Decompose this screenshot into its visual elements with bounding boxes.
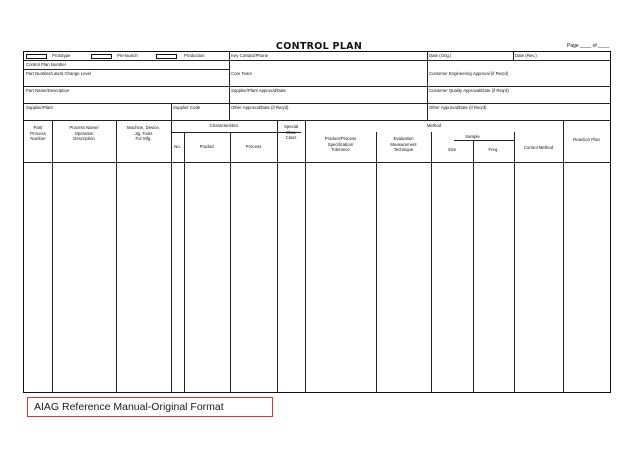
- supplier-plant-approval-field[interactable]: Supplier/Plant Approval/Date: [231, 88, 286, 93]
- caption-box: AIAG Reference Manual-Original Format: [27, 397, 273, 417]
- col-process-name: Process Name/ Operation Description: [69, 125, 99, 142]
- form-title: CONTROL PLAN: [275, 41, 363, 52]
- col-control-method: Control Method: [523, 145, 554, 150]
- page-number-label: Page ____ of ____: [567, 43, 610, 49]
- prelaunch-label: Pre-launch: [117, 53, 138, 58]
- customer-engineering-field[interactable]: Customer Engineering Approval (if Req'd): [429, 71, 509, 76]
- col-characteristics: Characteristics: [209, 123, 239, 128]
- date-rev-field[interactable]: Date (Rev.): [515, 53, 537, 58]
- production-label: Production: [184, 53, 205, 58]
- part-name-field[interactable]: Part Name/Description: [26, 88, 70, 93]
- col-sample: Sample: [465, 134, 480, 139]
- col-product-process-spec: Product/Process Specification/ Tolerance: [324, 136, 357, 153]
- customer-quality-field[interactable]: Customer Quality Approval/Date (if Req'd): [429, 88, 509, 93]
- col-process: Process: [245, 144, 262, 149]
- col-part-process-number: Part/ Process Number: [30, 125, 46, 142]
- date-orig-field[interactable]: Date (Orig.): [429, 53, 452, 58]
- col-sample-size: Size: [447, 147, 457, 152]
- other-approval-field-1[interactable]: Other Approval/Date (if Req'd): [231, 105, 289, 110]
- control-plan-form: [23, 51, 611, 393]
- part-number-field[interactable]: Part Number/Latest Change Level: [26, 71, 91, 76]
- prelaunch-checkbox[interactable]: [91, 54, 112, 59]
- other-approval-field-2[interactable]: Other Approval/Date (if Req'd): [429, 105, 487, 110]
- prototype-checkbox[interactable]: [26, 54, 47, 59]
- col-no: No.: [174, 144, 181, 149]
- prototype-label: Prototype: [52, 53, 71, 58]
- col-product: Product: [199, 144, 215, 149]
- col-reaction-plan: Reaction Plan: [573, 137, 600, 142]
- col-sample-freq: Freq.: [488, 147, 499, 152]
- col-machine-device: Machine, Device, Jig, Tools For Mfg.: [127, 125, 160, 142]
- col-special-char-class: Special Char. Class: [283, 124, 299, 141]
- production-checkbox[interactable]: [156, 54, 177, 59]
- col-method: Method: [426, 123, 442, 128]
- key-contact-field[interactable]: Key Contact/Phone: [231, 53, 269, 58]
- core-team-field[interactable]: Core Team: [231, 71, 252, 76]
- control-plan-number-field[interactable]: Control Plan Number: [26, 62, 67, 67]
- supplier-plant-field[interactable]: Supplier/Plant: [26, 105, 53, 110]
- supplier-code-field[interactable]: Supplier Code: [173, 105, 201, 110]
- col-evaluation-technique: Evaluation Measurement Technique: [390, 136, 417, 153]
